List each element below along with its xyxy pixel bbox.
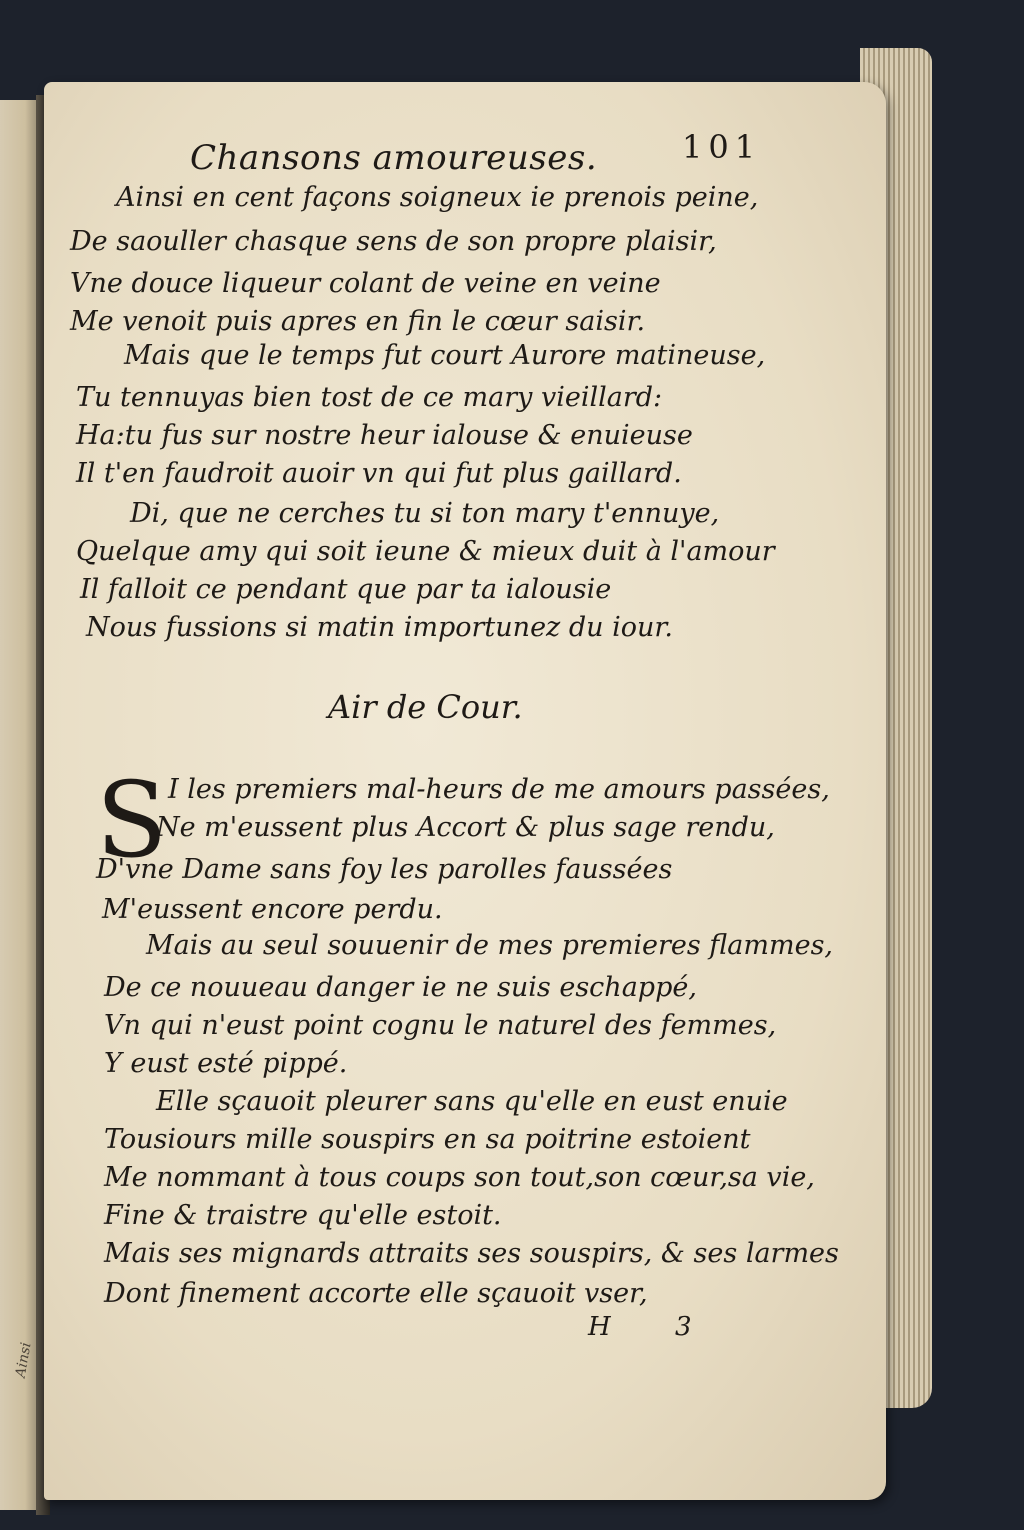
poem-line: Il t'en faudroit auoir vn qui fut plus gaillard. <box>76 458 682 489</box>
poem-line: De saouller chasque sens de son propre plaisir, <box>70 226 717 257</box>
poem-line: Quelque amy qui soit ieune & mieux duit à l'amour <box>76 536 775 567</box>
poem-line: Vne douce liqueur colant de veine en veine <box>70 268 661 299</box>
poem-line: Mais au seul souuenir de mes premieres flammes, <box>146 930 834 961</box>
signature-mark: H 3 <box>588 1312 720 1342</box>
drop-cap: S <box>96 759 168 881</box>
poem-line: Ha:tu fus sur nostre heur ialouse & enuieuse <box>76 420 693 451</box>
poem-line: Dont finement accorte elle sçauoit vser, <box>104 1278 648 1309</box>
poem-line: Elle sçauoit pleurer sans qu'elle en eust enuie <box>156 1086 788 1117</box>
poem-line: Fine & traistre qu'elle estoit. <box>104 1200 502 1231</box>
poem-line: Tu tennuyas bien tost de ce mary vieillard: <box>76 382 663 413</box>
poem-line: De ce nouueau danger ie ne suis eschappé, <box>104 972 697 1003</box>
poem-line: Nous fussions si matin importunez du iour. <box>86 612 673 643</box>
poem-line: I les premiers mal-heurs de me amours passées, <box>168 774 830 805</box>
poem-line: Me venoit puis apres en fin le cœur saisir. <box>70 306 646 337</box>
running-header-title: Chansons amoureuses. <box>190 138 598 178</box>
poem-line: Me nommant à tous coups son tout,son cœur,sa vie, <box>104 1162 815 1193</box>
poem-line: Mais ses mignards attraits ses souspirs, & ses larmes <box>104 1238 839 1269</box>
poem-line: Tousiours mille souspirs en sa poitrine estoient <box>104 1124 751 1155</box>
poem-line: Ainsi en cent façons soigneux ie prenois peine, <box>116 182 759 213</box>
poem-line: Mais que le temps fut court Aurore matineuse, <box>124 340 766 371</box>
page-number: 101 <box>682 128 762 166</box>
poem-line: M'eussent encore perdu. <box>102 894 443 925</box>
poem-line: Di, que ne cerches tu si ton mary t'ennuye, <box>130 498 720 529</box>
left-page-catchword: Ainsi <box>12 1341 35 1379</box>
poem-line: Y eust esté pippé. <box>104 1048 348 1079</box>
poem-line: Vn qui n'eust point cognu le naturel des femmes, <box>104 1010 777 1041</box>
section-title: Air de Cour. <box>328 688 523 726</box>
poem-line: D'vne Dame sans foy les parolles faussées <box>96 854 673 885</box>
poem-line: Il falloit ce pendant que par ta ialousie <box>80 574 612 605</box>
poem-line: Ne m'eussent plus Accort & plus sage rendu, <box>156 812 775 843</box>
